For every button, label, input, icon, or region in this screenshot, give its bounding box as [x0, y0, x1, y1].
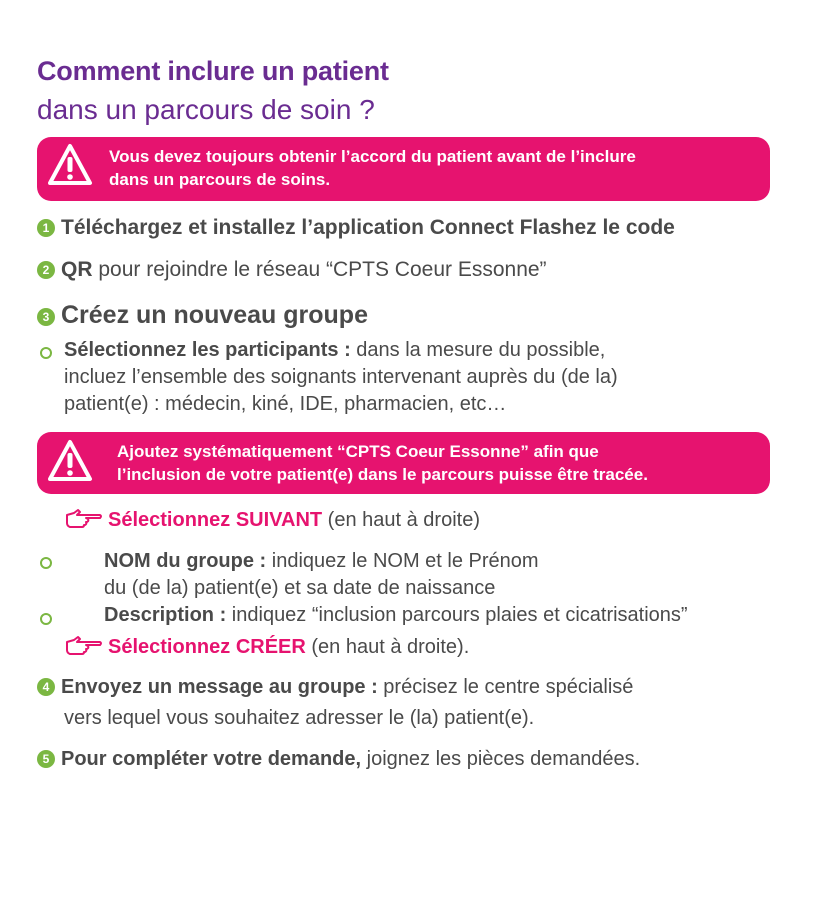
step-text: Téléchargez et installez l’application Connect Flashez le code [61, 216, 675, 239]
step-number: 3 [37, 308, 55, 326]
step-bold: Pour compléter votre demande, [61, 748, 362, 770]
group-name-label: NOM du groupe : [104, 550, 267, 572]
participants-block [64, 337, 618, 418]
alert-consent-text [109, 145, 636, 191]
description-label: Description : [104, 604, 227, 626]
participants-line: patient(e) : médecin, kiné, IDE, pharmacien, etc… [64, 393, 507, 415]
group-name-text: indiquez le NOM et le Prénom [266, 550, 539, 572]
description-text: indiquez “inclusion parcours plaies et cicatrisations” [226, 604, 688, 626]
bullet-icon [40, 557, 52, 569]
step-line: vers lequel vous souhaitez adresser le (la) patient(e). [64, 707, 535, 729]
step-number: 1 [37, 219, 55, 237]
pointing-hand-icon [64, 507, 104, 529]
step-5 [37, 746, 640, 773]
warning-icon [47, 143, 93, 187]
step-text: précisez le centre spécialisé [377, 676, 634, 698]
alert-line: l’inclusion de votre patient(e) dans le parcours puisse être tracée. [117, 465, 648, 484]
step-number: 5 [37, 750, 55, 768]
step-text: pour rejoindre le réseau “CPTS Coeur Essonne” [92, 258, 547, 281]
page-title: Comment inclure un patient [37, 56, 389, 86]
select-create-label: Sélectionnez CRÉER [108, 636, 306, 658]
participants-text: dans la mesure du possible, [350, 339, 606, 361]
description-block [104, 602, 688, 629]
participants-line: incluez l’ensemble des soignants intervenant auprès du (de la) [64, 366, 618, 388]
step-3 [37, 301, 368, 330]
select-next-text: (en haut à droite) [322, 509, 480, 531]
step-bold: Envoyez un message au groupe : [61, 676, 378, 698]
select-next [64, 507, 480, 534]
alert-cpts [37, 432, 770, 494]
step-text: joignez les pièces demandées. [361, 748, 641, 770]
step-number: 2 [37, 261, 55, 279]
step-1 [37, 216, 675, 240]
bullet-icon [40, 347, 52, 359]
step-number: 4 [37, 678, 55, 696]
step-heading: Créez un nouveau groupe [61, 301, 368, 329]
select-next-label: Sélectionnez SUIVANT [108, 509, 323, 531]
participants-label: Sélectionnez les participants : [64, 339, 351, 361]
alert-line: dans un parcours de soins. [109, 170, 331, 189]
pointing-hand-icon [64, 634, 104, 656]
select-create-text: (en haut à droite). [305, 636, 470, 658]
group-name-line: du (de la) patient(e) et sa date de naissance [104, 577, 496, 599]
select-create [64, 634, 469, 661]
warning-icon [47, 439, 93, 483]
bullet-icon [40, 613, 52, 625]
alert-consent [37, 137, 770, 201]
alert-line: Ajoutez systématiquement “CPTS Coeur Essonne” afin que [117, 442, 599, 461]
group-name-block [104, 548, 539, 602]
step-4 [37, 674, 633, 732]
alert-cpts-text [117, 440, 648, 486]
step-2 [37, 258, 547, 282]
alert-line: Vous devez toujours obtenir l’accord du patient avant de l’inclure [109, 147, 636, 166]
page-subtitle: dans un parcours de soin ? [37, 94, 375, 125]
step-bold: QR [61, 258, 93, 281]
